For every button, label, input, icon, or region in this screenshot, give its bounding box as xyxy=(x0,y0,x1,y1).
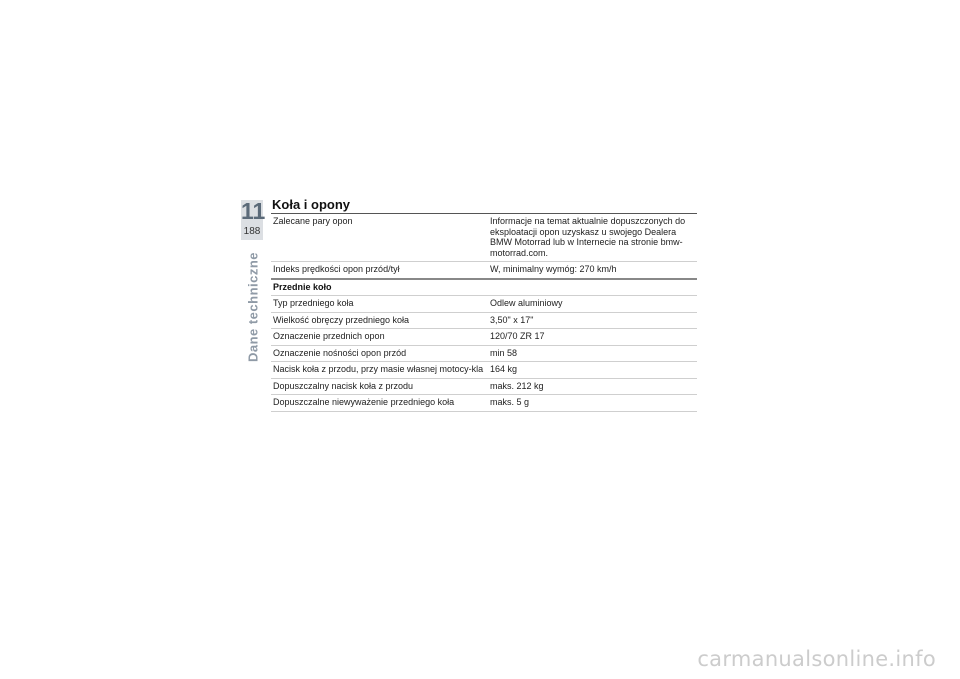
spec-value: Informacje na temat aktualnie dopuszczonych do eksploatacji opon uzyskasz u swojego Dealera BMW Motorrad lub w Internecie na stronie bmw-motorrad.com. xyxy=(488,214,697,262)
table-row xyxy=(271,395,697,412)
page-number: 188 xyxy=(243,226,261,237)
spec-value: 120/70 ZR 17 xyxy=(488,329,697,346)
chapter-side-title: Dane techniczne xyxy=(245,251,261,363)
spec-label: Dopuszczalne niewyważenie przedniego koła xyxy=(271,395,488,412)
spec-label: Dopuszczalny nacisk koła z przodu xyxy=(271,378,488,395)
spec-value: min 58 xyxy=(488,345,697,362)
spec-label: Typ przedniego koła xyxy=(271,296,488,313)
table-section-row xyxy=(271,279,697,296)
spec-value: W, minimalny wymóg: 270 km/h xyxy=(488,262,697,279)
table-row xyxy=(271,378,697,395)
spec-value: maks. 5 g xyxy=(488,395,697,412)
spec-table xyxy=(271,213,697,412)
spec-label: Zalecane pary opon xyxy=(271,214,488,262)
table-row xyxy=(271,262,697,279)
spec-label: Nacisk koła z przodu, przy masie własnej motocy-kla xyxy=(271,362,488,379)
table-row xyxy=(271,345,697,362)
chapter-number: 11 xyxy=(241,198,266,224)
spec-value: 3,50" x 17" xyxy=(488,312,697,329)
table-row xyxy=(271,296,697,313)
spec-value: Odlew aluminiowy xyxy=(488,296,697,313)
table-row xyxy=(271,329,697,346)
section-heading: Przednie koło xyxy=(271,279,697,296)
spec-value: 164 kg xyxy=(488,362,697,379)
spec-label: Indeks prędkości opon przód/tył xyxy=(271,262,488,279)
spec-label: Oznaczenie przednich opon xyxy=(271,329,488,346)
spec-label: Oznaczenie nośności opon przód xyxy=(271,345,488,362)
spec-value: maks. 212 kg xyxy=(488,378,697,395)
spec-label: Wielkość obręczy przedniego koła xyxy=(271,312,488,329)
section-title: Koła i opony xyxy=(272,197,350,212)
table-row xyxy=(271,312,697,329)
table-row xyxy=(271,214,697,262)
site-watermark: carmanualsonline.info xyxy=(697,647,936,671)
table-row xyxy=(271,362,697,379)
